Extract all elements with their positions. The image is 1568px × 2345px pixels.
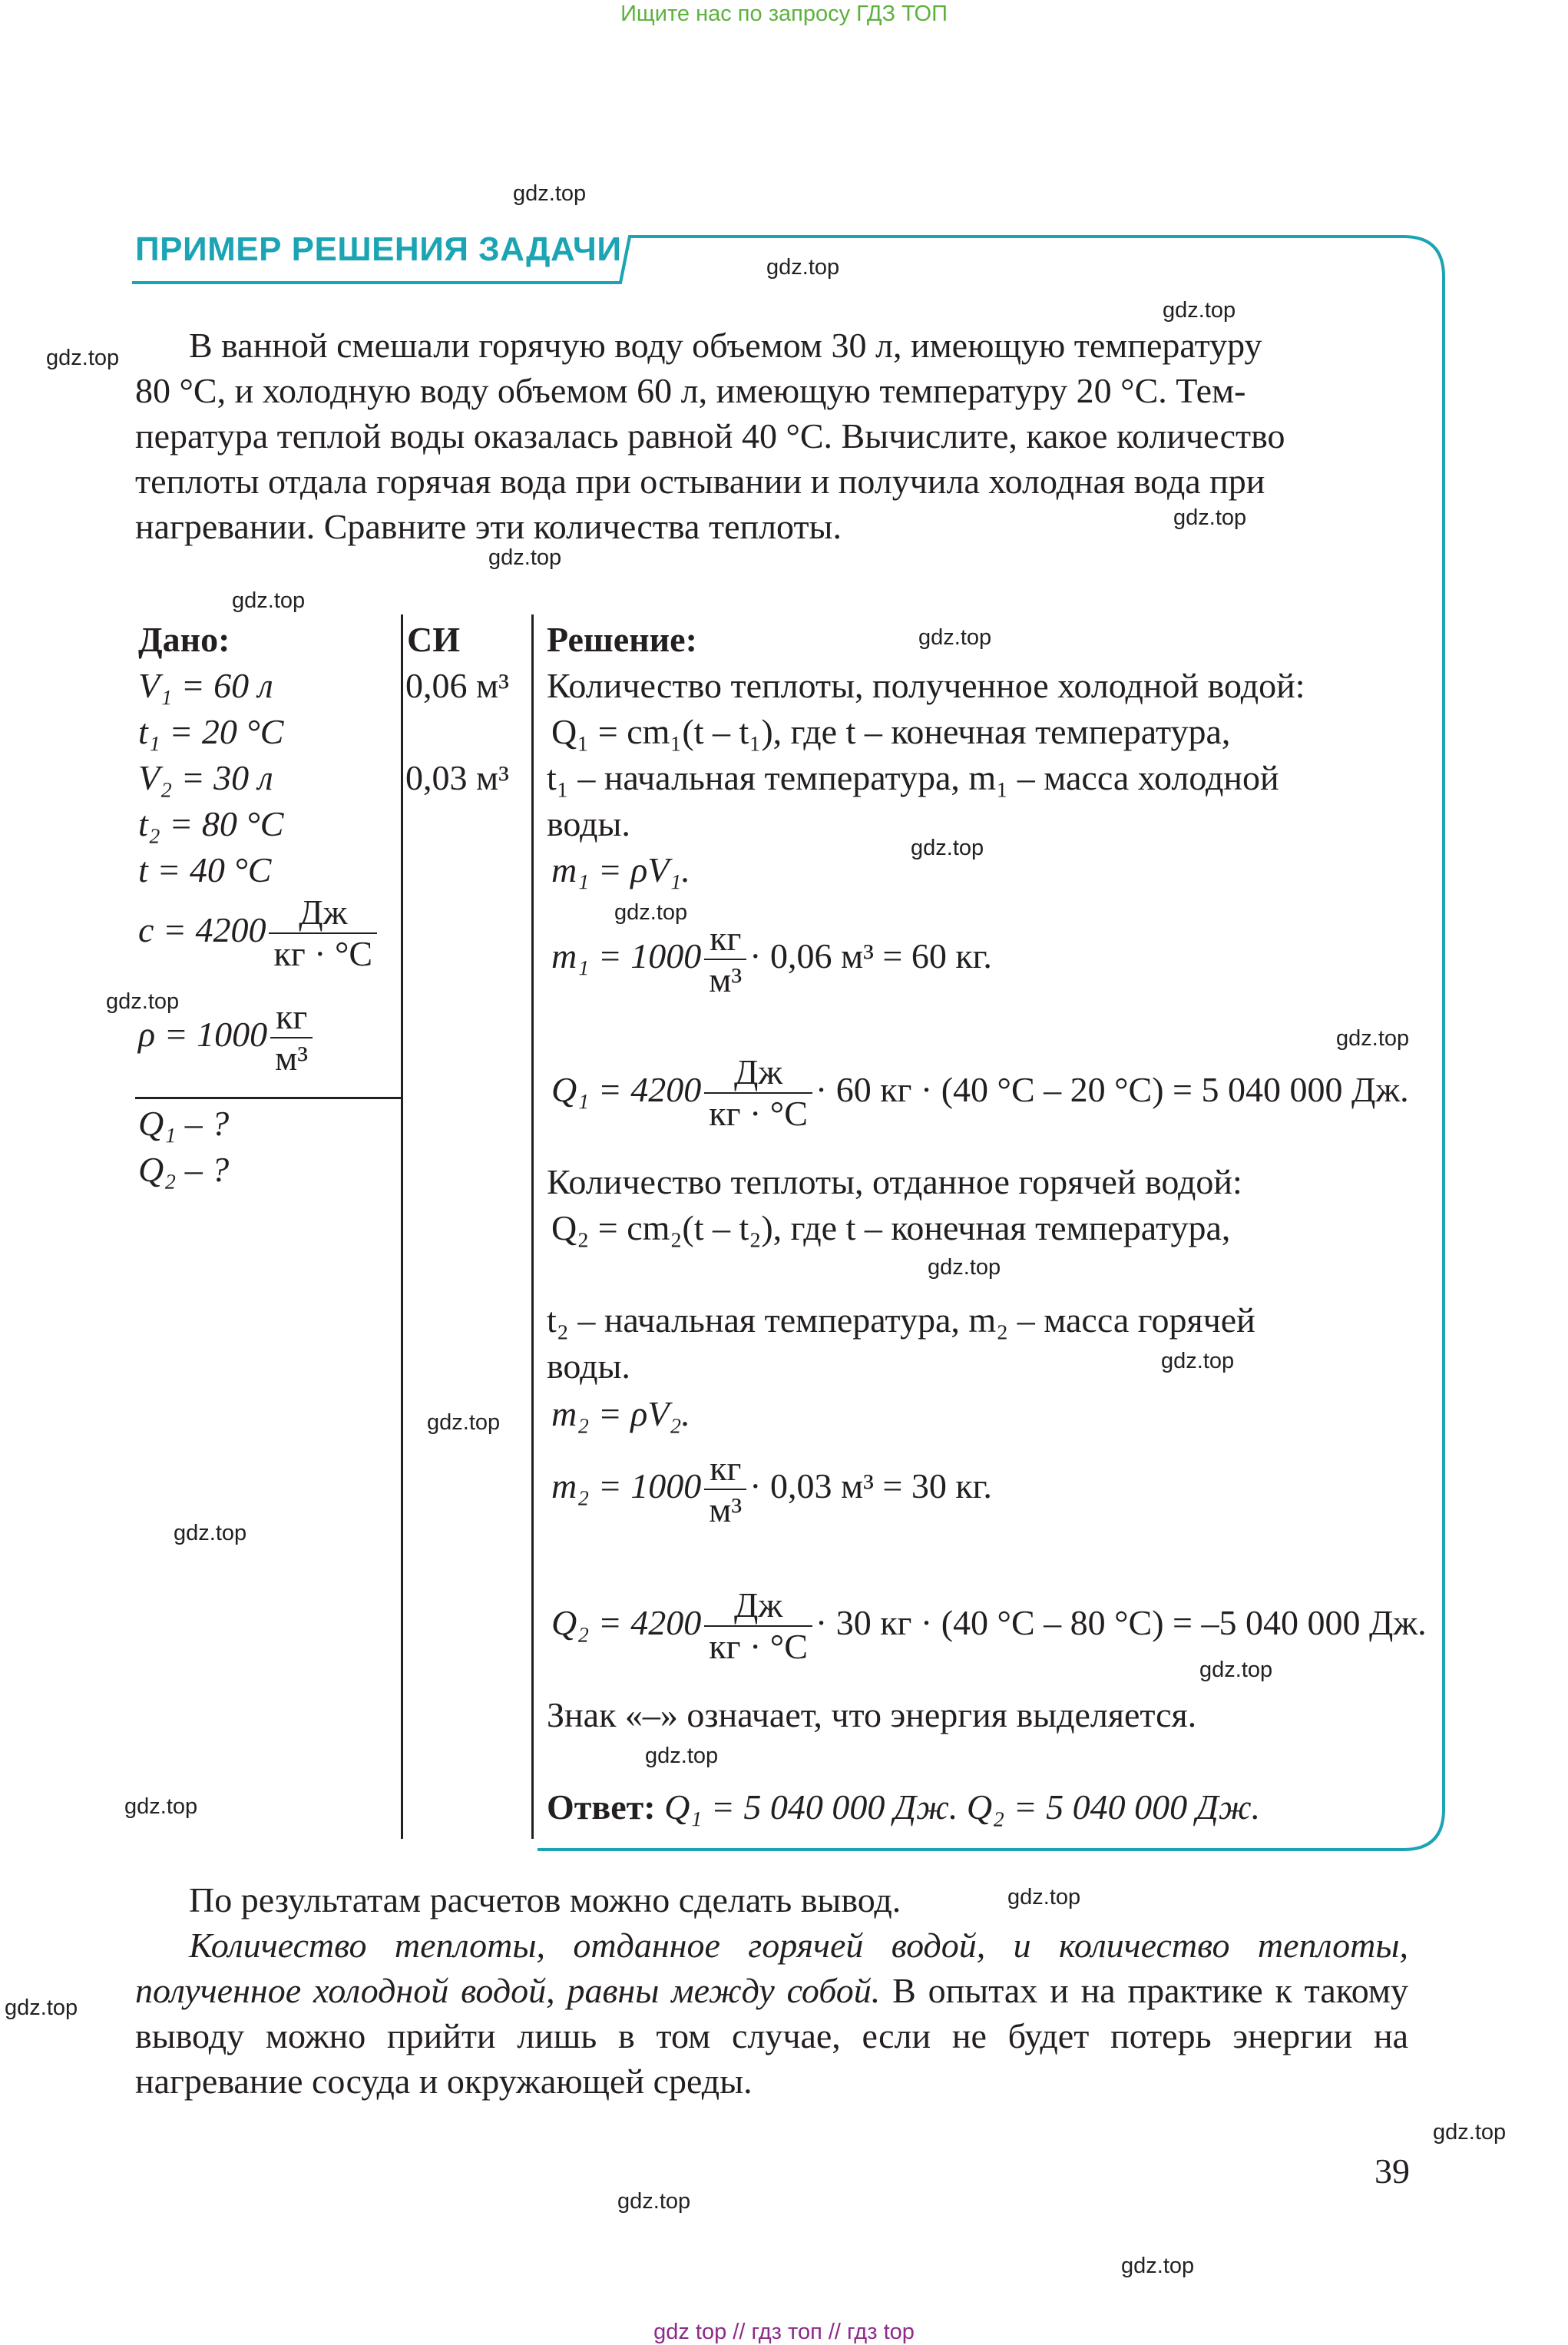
s13-fraction (704, 1450, 746, 1529)
given-v1: V₁ = 60 л (138, 666, 273, 705)
s6-lhs: m₁ = 1000 (551, 936, 702, 975)
s7-fraction (704, 1054, 812, 1133)
given-t: t = 40 °C (138, 850, 272, 889)
s6-rhs: · 0,06 м³ = 60 кг. (749, 936, 992, 975)
s6-fraction (704, 920, 746, 999)
solution-line-11: воды. (547, 1346, 630, 1386)
given-divider (135, 1097, 402, 1099)
watermark: gdz.top (1336, 1026, 1410, 1051)
s7-den: кг · °C (709, 1094, 808, 1134)
given-v2: V₂ = 30 л (138, 758, 273, 797)
s7-num: Дж (704, 1054, 812, 1094)
table-divider-si (401, 614, 403, 1839)
solution-line-13 (551, 1450, 992, 1529)
given-rho-fraction (270, 999, 313, 1078)
conclusion-text (135, 1877, 1408, 2104)
watermark: gdz.top (174, 1521, 247, 1545)
s14-den: кг · °C (709, 1627, 808, 1667)
watermark: gdz.top (513, 181, 587, 206)
s6-num: кг (704, 920, 746, 960)
s13-rhs: · 0,03 м³ = 30 кг. (749, 1466, 992, 1505)
given-t2: t₂ = 80 °C (138, 804, 284, 843)
given-rho-lhs: ρ = 1000 (138, 1014, 268, 1054)
solution-line-6 (551, 920, 992, 999)
s14-rhs: · 30 кг · (40 °C – 80 °C) = –5 040 000 Дж. (815, 1602, 1427, 1642)
solution-line-8: Количество теплоты, отданное горячей водой: (547, 1162, 1242, 1201)
given-c-lhs: c = 4200 (138, 909, 266, 949)
solution-line-7 (551, 1054, 1409, 1133)
watermark: gdz.top (427, 1410, 501, 1435)
s14-num: Дж (704, 1587, 812, 1627)
s14-lhs: Q₂ = 4200 (551, 1602, 702, 1642)
solution-line-9: Q₂ = cm₂(t – t₂), где t – конечная температура, (551, 1208, 1231, 1247)
si-header: СИ (407, 620, 460, 659)
given-c (138, 894, 380, 973)
answer-line (547, 1787, 1261, 1827)
conclusion-rest: В опытах и на практике к такому выводу можно прийти лишь в том случае, если не будет потерь энергии на нагревание сосуда и окружающей среды. (135, 1971, 1408, 2101)
s7-rhs: · 60 кг · (40 °C – 20 °C) = 5 040 000 Дж. (815, 1069, 1409, 1109)
s14-fraction (704, 1587, 812, 1666)
given-c-num: Дж (269, 894, 377, 934)
watermark: gdz.top (918, 625, 992, 650)
watermark: gdz.top (46, 346, 120, 370)
given-header: Дано: (138, 620, 230, 659)
solution-line-14 (551, 1587, 1427, 1666)
s7-lhs: Q₁ = 4200 (551, 1069, 702, 1109)
given-q1: Q₁ – ? (138, 1104, 230, 1143)
s13-num: кг (704, 1450, 746, 1490)
section-heading: ПРИМЕР РЕШЕНИЯ ЗАДАЧИ (135, 230, 622, 268)
given-c-den: кг · °C (273, 934, 373, 974)
si-v1: 0,06 м³ (405, 666, 509, 705)
problem-line-3: пература теплой воды оказалась равной 40 °С. Вычислите, какое количество (135, 416, 1285, 455)
s6-den: м³ (709, 960, 743, 1000)
table-divider-solution (531, 614, 534, 1839)
watermark: gdz.top (1121, 2254, 1195, 2278)
watermark: gdz.top (766, 255, 840, 280)
solution-line-2: Q₁ = cm₁(t – t₁), где t – конечная температура, (551, 712, 1231, 751)
watermark: gdz.top (232, 588, 306, 613)
footer-links[interactable]: gdz top // гдз топ // гдз top (653, 2320, 915, 2344)
watermark: gdz.top (5, 1996, 78, 2020)
given-c-fraction (269, 894, 377, 973)
watermark: gdz.top (1173, 505, 1247, 530)
conclusion-italic: Количество теплоты, отданное горячей водой, и количество теплоты, полученное холодной водой, равны между собой. (135, 1926, 1408, 2010)
watermark: gdz.top (1199, 1658, 1273, 1682)
watermark: gdz.top (1163, 298, 1236, 323)
given-t1: t₁ = 20 °C (138, 712, 284, 751)
solution-line-10: t₂ – начальная температура, m₂ – масса горячей (547, 1300, 1255, 1340)
watermark: gdz.top (928, 1255, 1001, 1280)
watermark: gdz.top (614, 900, 688, 925)
solution-line-15: Знак «–» означает, что энергия выделяется. (547, 1695, 1197, 1734)
problem-line-5: нагревании. Сравните эти количества теплоты. (135, 507, 842, 546)
solution-header: Решение: (547, 620, 697, 659)
watermark: gdz.top (1433, 2120, 1507, 2145)
watermark: gdz.top (1007, 1885, 1081, 1909)
given-q2: Q₂ – ? (138, 1150, 230, 1189)
answer-text: Q₁ = 5 040 000 Дж. Q₂ = 5 040 000 Дж. (664, 1787, 1261, 1827)
watermark: gdz.top (106, 989, 180, 1014)
given-rho-den: м³ (275, 1038, 309, 1078)
solution-line-12: m₂ = ρV₂. (551, 1394, 690, 1433)
watermark: gdz.top (1161, 1349, 1235, 1373)
s13-lhs: m₂ = 1000 (551, 1466, 702, 1505)
problem-line-4: теплоты отдала горячая вода при остывании и получила холодная вода при (135, 462, 1265, 501)
solution-line-5: m₁ = ρV₁. (551, 850, 690, 889)
problem-line-2: 80 °С, и холодную воду объемом 60 л, имеющую температуру 20 °С. Тем- (135, 371, 1246, 410)
watermark: gdz.top (617, 2189, 691, 2214)
solution-line-1: Количество теплоты, полученное холодной водой: (547, 666, 1305, 705)
conclusion-p1: По результатам расчетов можно сделать вывод. (189, 1880, 901, 1919)
watermark: gdz.top (124, 1794, 198, 1819)
si-v2: 0,03 м³ (405, 758, 509, 797)
solution-line-4: воды. (547, 804, 630, 843)
watermark: gdz.top (488, 545, 562, 570)
top-banner[interactable]: Ищите нас по запросу ГДЗ ТОП (620, 2, 948, 26)
watermark: gdz.top (645, 1744, 719, 1768)
s13-den: м³ (709, 1490, 743, 1530)
answer-label: Ответ: (547, 1787, 656, 1827)
problem-line-1: В ванной смешали горячую воду объемом 30 л, имеющую температуру (189, 326, 1262, 365)
watermark: gdz.top (911, 836, 984, 860)
given-rho-num: кг (270, 999, 313, 1038)
page-number: 39 (1374, 2151, 1410, 2191)
solution-line-3: t₁ – начальная температура, m₁ – масса холодной (547, 758, 1279, 797)
